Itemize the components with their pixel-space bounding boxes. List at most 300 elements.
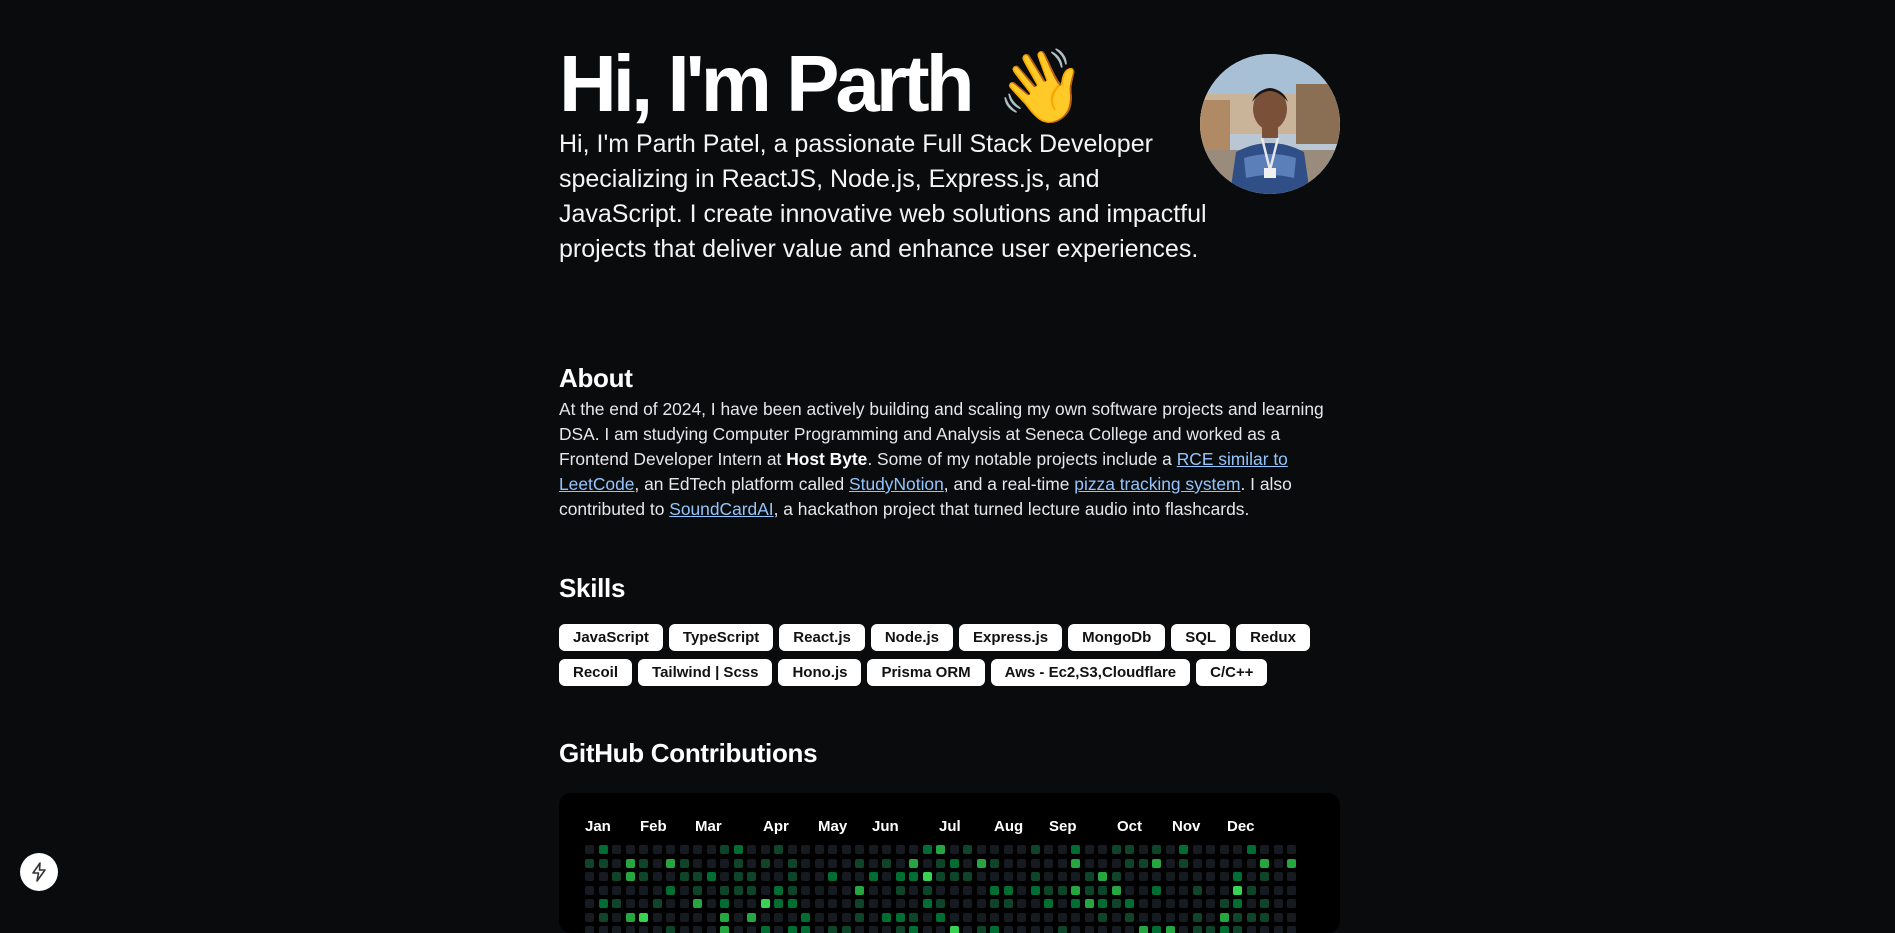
contribution-cell [1044, 886, 1053, 895]
contribution-cell [1031, 872, 1040, 881]
contribution-cell [1098, 886, 1107, 895]
contribution-cell [612, 845, 621, 854]
contribution-cell [990, 913, 999, 922]
contribution-cell [1058, 859, 1067, 868]
contribution-cell [1152, 872, 1161, 881]
lightning-button[interactable] [20, 853, 58, 891]
contribution-cell [1247, 872, 1256, 881]
contribution-cell [842, 859, 851, 868]
github-contributions-card [559, 793, 1340, 933]
about-text-segment: , and a real-time [943, 474, 1075, 494]
contribution-cell [626, 872, 635, 881]
contribution-cell [909, 845, 918, 854]
contribution-cell [1017, 913, 1026, 922]
contribution-cell [1139, 859, 1148, 868]
contribution-cell [950, 899, 959, 908]
contribution-cell [653, 886, 662, 895]
contribution-cell [626, 913, 635, 922]
contribution-cell [1166, 899, 1175, 908]
contribution-cell [585, 872, 594, 881]
contribution-cell [842, 872, 851, 881]
contribution-cell [950, 845, 959, 854]
contribution-cell [707, 926, 716, 933]
contribution-cell [1085, 886, 1094, 895]
contribution-cell [1206, 886, 1215, 895]
contribution-cell [882, 926, 891, 933]
contribution-cell [653, 872, 662, 881]
contribution-cell [1287, 872, 1296, 881]
contribution-cell [1260, 913, 1269, 922]
github-heading: GitHub Contributions [559, 738, 818, 768]
contribution-cell [774, 899, 783, 908]
contribution-cell [815, 859, 824, 868]
month-label: Jan [585, 818, 611, 835]
soundcardai-link[interactable]: SoundCardAI [669, 499, 774, 519]
contribution-cell [1112, 886, 1121, 895]
contribution-cell [693, 859, 702, 868]
contribution-cell [990, 926, 999, 933]
contribution-cell [950, 886, 959, 895]
contribution-cell [869, 913, 878, 922]
contribution-cell [855, 899, 864, 908]
contribution-cell [1166, 886, 1175, 895]
contribution-cell [882, 872, 891, 881]
contribution-cell [1044, 899, 1053, 908]
contribution-cell [747, 886, 756, 895]
contribution-cell [828, 913, 837, 922]
contribution-cell [707, 859, 716, 868]
contribution-cell [923, 859, 932, 868]
contribution-cell [977, 886, 986, 895]
contribution-cell [1247, 913, 1256, 922]
contribution-cell [1152, 899, 1161, 908]
contribution-cell [1112, 872, 1121, 881]
contribution-cell [680, 872, 689, 881]
contribution-cell [855, 913, 864, 922]
contribution-cell [585, 926, 594, 933]
contribution-cell [1098, 899, 1107, 908]
contribution-cell [1247, 886, 1256, 895]
contribution-cell [869, 845, 878, 854]
contribution-cell [990, 845, 999, 854]
contribution-cell [612, 926, 621, 933]
contribution-cell [707, 899, 716, 908]
contribution-cell [977, 859, 986, 868]
contribution-cell [1274, 872, 1283, 881]
contribution-cell [612, 886, 621, 895]
contribution-cell [1193, 899, 1202, 908]
contribution-cell [963, 926, 972, 933]
contribution-cell [1260, 859, 1269, 868]
contribution-cell [707, 845, 716, 854]
contribution-cell [693, 899, 702, 908]
contribution-cell [855, 886, 864, 895]
contribution-cell [1139, 926, 1148, 933]
contribution-cell [1233, 886, 1242, 895]
contribution-cell [909, 926, 918, 933]
contribution-cell [639, 926, 648, 933]
contribution-cell [1139, 845, 1148, 854]
contribution-cell [1260, 926, 1269, 933]
contribution-cell [788, 926, 797, 933]
contribution-cell [693, 886, 702, 895]
contribution-cell [693, 845, 702, 854]
contribution-cell [1220, 913, 1229, 922]
contribution-cell [1098, 926, 1107, 933]
contribution-cell [1125, 886, 1134, 895]
contribution-cell [1058, 845, 1067, 854]
contribution-cell [936, 845, 945, 854]
contribution-cell [896, 859, 905, 868]
month-label: Mar [695, 818, 722, 835]
contribution-cell [720, 859, 729, 868]
contribution-cell [923, 899, 932, 908]
contribution-cell [855, 859, 864, 868]
hero-section [559, 0, 1340, 330]
contribution-cell [1260, 886, 1269, 895]
waving-hand-icon: 👋 [996, 47, 1087, 127]
contribution-cell [869, 886, 878, 895]
contribution-cell [693, 872, 702, 881]
contribution-cell [1179, 899, 1188, 908]
month-label: Jun [872, 818, 899, 835]
contribution-cell [1004, 899, 1013, 908]
contribution-cell [1274, 926, 1283, 933]
contribution-cell [977, 913, 986, 922]
contribution-cell [990, 899, 999, 908]
skills-list [559, 624, 1340, 686]
contribution-cell [599, 886, 608, 895]
contribution-cell [1098, 872, 1107, 881]
contribution-cell [1152, 926, 1161, 933]
contribution-cell [639, 913, 648, 922]
contribution-cell [1071, 859, 1080, 868]
about-text-segment: . I also contributed to [559, 474, 1292, 519]
contribution-cell [815, 845, 824, 854]
contribution-cell [1017, 926, 1026, 933]
contribution-cell [923, 872, 932, 881]
contribution-cell [1206, 859, 1215, 868]
contribution-cell [855, 872, 864, 881]
contribution-cell [896, 926, 905, 933]
contribution-cell [612, 859, 621, 868]
contribution-cell [963, 899, 972, 908]
contribution-cell [774, 913, 783, 922]
contribution-cell [842, 913, 851, 922]
contribution-cell [666, 859, 675, 868]
contribution-cell [1179, 872, 1188, 881]
about-heading: About [559, 363, 633, 393]
contribution-cell [936, 913, 945, 922]
contribution-cell [1044, 845, 1053, 854]
about-text-segment: At the end of 2024, I have been actively building and scaling my own software projects and learning DSA. I am studying Computer Programming and Analysis at Seneca College and worked as a Frontend Developer Intern at [559, 399, 1324, 469]
contribution-cell [707, 913, 716, 922]
page-title [559, 38, 1086, 133]
lightning-icon [30, 862, 48, 882]
contribution-cell [1220, 872, 1229, 881]
contribution-cell [1247, 859, 1256, 868]
contribution-cell [815, 872, 824, 881]
contribution-cell [666, 872, 675, 881]
contribution-cell [1274, 886, 1283, 895]
contribution-cell [882, 899, 891, 908]
studynotion-link[interactable]: StudyNotion [849, 474, 944, 494]
contribution-cell [734, 859, 743, 868]
contribution-cell [1287, 913, 1296, 922]
contribution-cell [1004, 913, 1013, 922]
contribution-cell [1112, 845, 1121, 854]
about-text-segment: . Some of my notable projects include a [867, 449, 1177, 469]
contribution-cell [680, 899, 689, 908]
contribution-cell [761, 886, 770, 895]
contribution-cell [1031, 886, 1040, 895]
contribution-cell [585, 845, 594, 854]
contribution-cell [734, 872, 743, 881]
contribution-cell [1017, 859, 1026, 868]
contribution-cell [788, 859, 797, 868]
contribution-cell [842, 926, 851, 933]
contribution-cell [1017, 886, 1026, 895]
contribution-cell [801, 899, 810, 908]
contribution-cell [963, 886, 972, 895]
month-label: Oct [1117, 818, 1143, 835]
contribution-cell [896, 899, 905, 908]
contribution-cell [1085, 899, 1094, 908]
contribution-cell [761, 859, 770, 868]
contribution-cell [990, 886, 999, 895]
skill-chip: Redux [1236, 624, 1310, 651]
month-label: Nov [1172, 818, 1201, 835]
contribution-cell [1220, 859, 1229, 868]
contribution-cell [896, 913, 905, 922]
contribution-cell [1058, 926, 1067, 933]
contribution-cell [599, 872, 608, 881]
contribution-cell [1260, 872, 1269, 881]
contribution-cell [680, 859, 689, 868]
contribution-cell [1044, 859, 1053, 868]
contribution-cell [950, 872, 959, 881]
contribution-cell [1287, 899, 1296, 908]
contribution-cell [1031, 899, 1040, 908]
contribution-cell [734, 913, 743, 922]
contribution-cell [1152, 886, 1161, 895]
contribution-cell [801, 872, 810, 881]
contribution-cell [1004, 872, 1013, 881]
contribution-cell [1233, 899, 1242, 908]
contribution-cell [626, 859, 635, 868]
contribution-cell [1071, 899, 1080, 908]
contribution-cell [1260, 845, 1269, 854]
contribution-cell [585, 886, 594, 895]
contribution-cell [1058, 872, 1067, 881]
contribution-cell [869, 872, 878, 881]
rce-project-link[interactable]: RCE similar to LeetCode [559, 449, 1288, 494]
contribution-cell [1004, 886, 1013, 895]
contribution-cell [626, 899, 635, 908]
contribution-cell [788, 872, 797, 881]
contribution-cell [626, 926, 635, 933]
contribution-cell [909, 859, 918, 868]
contribution-cell [1098, 859, 1107, 868]
contribution-cell [882, 845, 891, 854]
contribution-cell [1085, 859, 1094, 868]
contribution-cell [1044, 926, 1053, 933]
contribution-cell [896, 872, 905, 881]
contribution-cell [1193, 872, 1202, 881]
contribution-cell [788, 913, 797, 922]
contribution-cell [1206, 845, 1215, 854]
month-label: Aug [994, 818, 1024, 835]
contribution-cell [1139, 899, 1148, 908]
contribution-cell [1179, 886, 1188, 895]
contribution-cell [815, 899, 824, 908]
contribution-cell [828, 872, 837, 881]
contribution-cell [828, 859, 837, 868]
month-label: Sep [1049, 818, 1077, 835]
contribution-cell [1112, 899, 1121, 908]
contribution-cell [977, 845, 986, 854]
contribution-cell [1220, 899, 1229, 908]
contribution-cell [923, 926, 932, 933]
skills-heading: Skills [559, 573, 626, 603]
contribution-cell [1233, 926, 1242, 933]
contribution-cell [1274, 913, 1283, 922]
contribution-cell [1179, 913, 1188, 922]
contribution-cell [1220, 886, 1229, 895]
contribution-cell [734, 886, 743, 895]
month-label: Dec [1227, 818, 1255, 835]
contribution-cell [774, 886, 783, 895]
skill-chip: Aws - Ec2,S3,Cloudflare [991, 659, 1190, 686]
contribution-cell [1179, 845, 1188, 854]
contribution-cell [1166, 845, 1175, 854]
contribution-cell [1247, 926, 1256, 933]
contribution-cell [815, 913, 824, 922]
contribution-cell [1220, 926, 1229, 933]
contribution-cell [1152, 845, 1161, 854]
contribution-cell [1071, 926, 1080, 933]
contribution-cell [1085, 872, 1094, 881]
contribution-cell [990, 859, 999, 868]
contribution-cell [666, 845, 675, 854]
contribution-cell [1166, 913, 1175, 922]
contribution-cell [909, 886, 918, 895]
contribution-cell [896, 845, 905, 854]
main-content [559, 0, 1340, 835]
contribution-cell [936, 899, 945, 908]
pizza-tracking-link[interactable]: pizza tracking system [1074, 474, 1241, 494]
avatar [1200, 54, 1340, 194]
contribution-cell [626, 845, 635, 854]
contribution-cell [1287, 845, 1296, 854]
contribution-cell [774, 872, 783, 881]
contribution-cell [585, 859, 594, 868]
contribution-cell [1287, 859, 1296, 868]
contribution-cell [1139, 886, 1148, 895]
contribution-cell [612, 899, 621, 908]
contribution-cell [950, 859, 959, 868]
contribution-cell [761, 872, 770, 881]
skill-chip: Express.js [959, 624, 1062, 651]
contribution-cell [801, 859, 810, 868]
contribution-cell [626, 886, 635, 895]
contribution-cell [599, 859, 608, 868]
hero-description: Hi, I'm Parth Patel, a passionate Full Stack Developer specializing in ReactJS, Node.js, Express.js, and JavaScript. I create innovative web solutions and impactful projects that deliver value and enhance user experiences. [559, 130, 1207, 263]
contribution-cell [1206, 913, 1215, 922]
contribution-cell [1017, 872, 1026, 881]
contribution-cell [896, 886, 905, 895]
contribution-cell [1017, 845, 1026, 854]
contribution-cell [761, 899, 770, 908]
contribution-cell [1152, 913, 1161, 922]
contribution-cell [1058, 886, 1067, 895]
contribution-cell [747, 872, 756, 881]
contribution-cell [990, 872, 999, 881]
contribution-cell [1085, 913, 1094, 922]
contribution-cell [747, 845, 756, 854]
contribution-cell [666, 886, 675, 895]
contribution-cell [1112, 913, 1121, 922]
contribution-cell [815, 926, 824, 933]
contribution-cell [977, 899, 986, 908]
contribution-cell [1206, 899, 1215, 908]
contribution-cell [734, 926, 743, 933]
contribution-cell [815, 886, 824, 895]
contribution-cell [774, 845, 783, 854]
contribution-cell [720, 872, 729, 881]
contribution-cell [653, 859, 662, 868]
contribution-cell [1044, 913, 1053, 922]
contribution-cell [1287, 886, 1296, 895]
contribution-cell [950, 913, 959, 922]
contribution-cell [1071, 845, 1080, 854]
contribution-cell [747, 859, 756, 868]
contribution-cell [761, 845, 770, 854]
contribution-cell [1179, 859, 1188, 868]
contribution-cell [1112, 859, 1121, 868]
contribution-cell [1166, 926, 1175, 933]
hero-title-text: Hi, I'm Parth [559, 39, 971, 128]
contribution-cell [1233, 845, 1242, 854]
contribution-cell [720, 913, 729, 922]
skill-chip: Recoil [559, 659, 632, 686]
contribution-cell [1017, 899, 1026, 908]
contribution-cell [882, 859, 891, 868]
contribution-cell [599, 926, 608, 933]
contribution-cell [1085, 926, 1094, 933]
contribution-cell [1031, 845, 1040, 854]
contribution-cell [1247, 899, 1256, 908]
contribution-cell [1220, 845, 1229, 854]
contribution-cell [653, 899, 662, 908]
contribution-cell [1085, 845, 1094, 854]
contribution-cell [1031, 926, 1040, 933]
contribution-cell [1139, 913, 1148, 922]
contribution-cell [828, 926, 837, 933]
skill-chip: React.js [779, 624, 865, 651]
contribution-cell [1233, 859, 1242, 868]
skill-chip: Node.js [871, 624, 953, 651]
contribution-cell [950, 926, 959, 933]
skill-chip: TypeScript [669, 624, 773, 651]
contribution-cell [653, 913, 662, 922]
contribution-cell [680, 913, 689, 922]
contribution-cell [720, 886, 729, 895]
contribution-cell [1098, 845, 1107, 854]
contribution-cell [1166, 872, 1175, 881]
contribution-cell [936, 859, 945, 868]
contribution-cell [639, 872, 648, 881]
